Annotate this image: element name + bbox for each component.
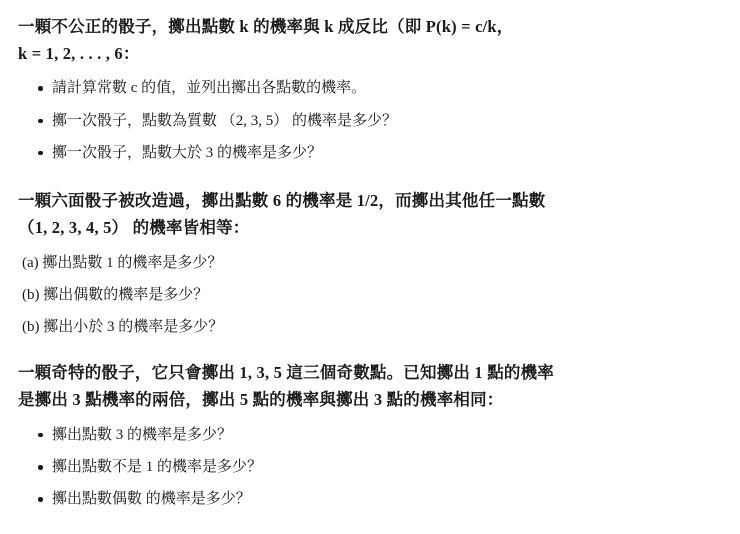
problem-5 [18,360,722,511]
spacer-1 [18,174,722,188]
list-item: (b) 擲出偶數的機率是多少？ [22,286,209,303]
problem-4-stem-line-1: 一顆六面骰子被改造過，擲出點數 6 的機率是 1/2，而擲出其他任一點數 [18,191,546,211]
problem-3-stem [18,14,722,67]
problem-4 [18,188,722,339]
spacer-2 [18,348,722,360]
problem-5-stem-line-1: 一顆奇特的骰子，它只會擲出 1, 3, 5 這三個奇數點。已知擲出 1 點的機率 [18,363,554,383]
problem-3-stem-line-1: 一顆不公正的骰子，擲出點數 k 的機率與 k 成反比（即 P(k) = c/k， [18,17,514,36]
list-item: 擲一次骰子，點數為質數 （2, 3, 5） 的機率是多少？ [52,110,722,133]
problem-5-items [18,424,722,512]
problem-5-stem-line-2: 是擲出 3 點機率的兩倍，擲出 5 點的機率與擲出 3 點的機率相同： [18,390,504,410]
problem-4-items [18,252,722,340]
list-item: 擲出點數偶數 的機率是多少？ [52,488,722,511]
problem-4-stem [18,188,722,241]
problem-3-items [18,77,722,165]
list-item: 擲一次骰子，點數大於 3 的機率是多少？ [52,142,722,165]
problem-5-stem [18,360,722,413]
list-item: 請計算常數 c 的值，並列出擲出各點數的機率。 [52,77,722,100]
problem-4-stem-line-2: （1, 2, 3, 4, 5） 的機率皆相等： [18,217,250,237]
list-item: 擲出點數 3 的機率是多少？ [52,424,722,447]
list-item: (b) 擲出小於 3 的機率是多少？ [22,319,224,336]
problem-3 [18,14,722,165]
list-item: (a) 擲出點數 1 的機率是多少？ [22,254,223,271]
problem-3-stem-line-2: k = 1, 2, . . . , 6： [18,43,140,63]
list-item: 擲出點數不是 1 的機率是多少？ [52,456,722,479]
